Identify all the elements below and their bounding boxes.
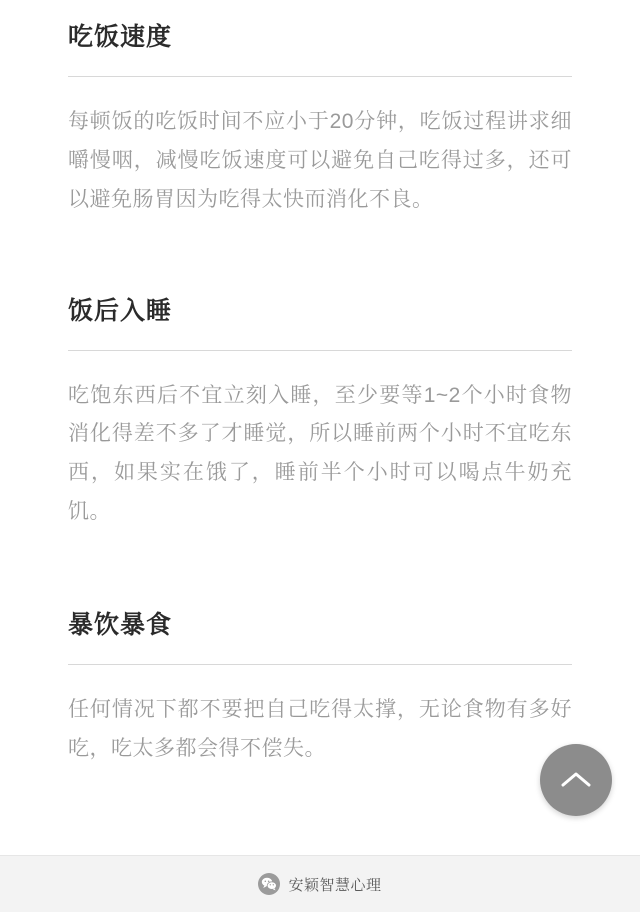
section-divider (68, 350, 572, 351)
wechat-icon (258, 873, 280, 895)
article-section (68, 532, 572, 769)
article-section (68, 220, 572, 532)
section-body: 任何情况下都不要把自己吃得太撑，无论食物有多好吃，吃太多都会得不偿失。 (68, 697, 572, 760)
section-title: 饭后入睡 (68, 296, 173, 325)
section-body: 每顿饭的吃饭时间不应小于20分钟，吃饭过程讲求细嚼慢咽，减慢吃饭速度可以避免自己吃得过多，还可以避免肠胃因为吃得太快而消化不良。 (68, 110, 572, 211)
footer-account-name: 安颖智慧心理 (288, 876, 382, 894)
section-body: 吃饱东西后不宜立刻入睡，至少要等1~2个小时食物消化得差不多了才睡觉，所以睡前两个小时不宜吃东西，如果实在饿了，睡前半个小时可以喝点牛奶充饥。 (68, 383, 572, 524)
section-title: 暴饮暴食 (68, 610, 173, 639)
footer-bar (0, 855, 640, 912)
section-divider (68, 76, 572, 77)
article-section (68, 0, 572, 220)
section-title: 吃饭速度 (68, 23, 173, 51)
section-divider (68, 664, 572, 665)
footer-account[interactable] (258, 873, 381, 895)
chevron-up-icon (559, 769, 593, 791)
scroll-to-top-button[interactable] (540, 744, 612, 816)
